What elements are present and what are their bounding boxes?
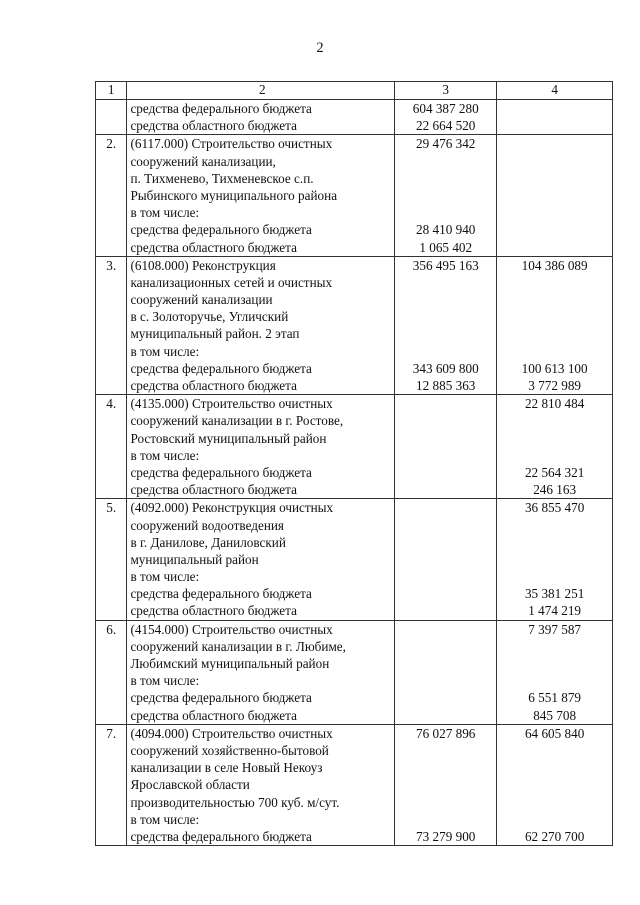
amount-value [395, 776, 496, 793]
amount-cell-col4 [497, 724, 613, 845]
row-number: 5. [106, 500, 117, 516]
description-line: в с. Золоторучье, Угличский [130, 309, 289, 325]
row-number: 4. [106, 396, 117, 412]
description-line: п. Тихменево, Тихменевское с.п. [130, 170, 314, 186]
amount-value [395, 412, 496, 429]
description-line: в том числе: [130, 569, 200, 585]
amount-value [395, 672, 496, 689]
amount-value [395, 621, 496, 638]
description-line: в том числе: [130, 673, 200, 689]
amount-value [497, 568, 612, 585]
description-cell [127, 620, 395, 724]
description-line: средства областного бюджета [130, 378, 297, 393]
amount-value: 28 410 940 [416, 222, 476, 238]
amount-value [395, 447, 496, 464]
amount-value [395, 551, 496, 568]
amount-value [395, 153, 496, 170]
description-line: сооружений канализации [130, 292, 273, 308]
amount-value [395, 534, 496, 551]
description-line: (6108.000) Реконструкция [130, 257, 276, 273]
table-row [96, 395, 613, 499]
amount-value [395, 291, 496, 308]
table-row [96, 256, 613, 395]
amount-value [497, 412, 612, 429]
amount-value [395, 343, 496, 360]
table-row [96, 135, 613, 256]
amount-value [497, 517, 612, 534]
amount-value [395, 742, 496, 759]
description-line: в г. Данилове, Даниловский [130, 534, 286, 550]
amount-value [395, 638, 496, 655]
table-row [96, 724, 613, 845]
amount-value: 7 397 587 [528, 621, 581, 637]
amount-value [497, 308, 612, 325]
description-line: (4135.000) Строительство очистных [130, 396, 333, 412]
row-number: 3. [106, 257, 117, 273]
description-line: сооружений канализации, [130, 153, 276, 169]
amount-value [395, 187, 496, 204]
amount-value: 36 855 470 [524, 500, 585, 516]
amount-value [497, 759, 612, 776]
amount-value [395, 204, 496, 221]
amount-value: 62 270 700 [524, 828, 585, 844]
amount-value [497, 274, 612, 291]
amount-value: 73 279 900 [416, 828, 476, 844]
amount-value [497, 204, 612, 221]
description-cell [127, 499, 395, 620]
row-number-cell [96, 724, 127, 845]
description-line: средства областного бюджета [130, 603, 297, 619]
description-cell [127, 724, 395, 845]
description-line: (4092.000) Реконструкция очистных [130, 500, 334, 516]
amount-value [395, 464, 496, 481]
description-line: средства федерального бюджета [130, 101, 312, 116]
description-line: Ростовский муниципальный район [130, 430, 327, 446]
amount-value: 604 387 280 [412, 101, 479, 116]
amount-cell-col3 [395, 135, 497, 256]
budget-table [95, 81, 613, 846]
amount-value [395, 689, 496, 706]
amount-value: 246 163 [533, 482, 577, 498]
amount-value [395, 794, 496, 811]
description-line: средства федерального бюджета [130, 464, 312, 480]
table-row [96, 620, 613, 724]
amount-value: 104 386 089 [521, 257, 588, 273]
header-cell-3: 3 [395, 82, 497, 100]
amount-cell-col3 [395, 100, 497, 135]
amount-cell-col4 [497, 256, 613, 395]
table-row [96, 499, 613, 620]
amount-value [395, 308, 496, 325]
description-cell [127, 395, 395, 499]
amount-value: 29 476 342 [416, 136, 476, 152]
amount-value [395, 430, 496, 447]
amount-value: 76 027 896 [416, 725, 476, 741]
description-line: средства областного бюджета [130, 239, 297, 255]
description-cell [127, 100, 395, 135]
amount-value: 22 564 321 [524, 464, 585, 480]
amount-value [395, 585, 496, 602]
description-line: Любимский муниципальный район [130, 656, 330, 671]
row-number-cell [96, 395, 127, 499]
description-line: сооружений хозяйственно-бытовой [130, 742, 329, 758]
amount-value [497, 551, 612, 568]
amount-value [497, 776, 612, 793]
description-line: (4154.000) Строительство очистных [130, 621, 333, 637]
amount-value: 1 474 219 [528, 603, 581, 619]
description-line: канализационных сетей и очистных [130, 274, 333, 290]
amount-cell-col4 [497, 135, 613, 256]
amount-value: 343 609 800 [412, 360, 479, 376]
row-number-cell [96, 135, 127, 256]
row-number: 2. [106, 136, 117, 152]
description-line: производительностью 700 куб. м/сут. [130, 794, 340, 810]
description-line: средства федерального бюджета [130, 690, 312, 706]
row-number: 6. [106, 621, 117, 637]
page-number: 2 [316, 40, 324, 56]
amount-value [395, 759, 496, 776]
description-line: Ярославской области [130, 777, 250, 793]
amount-value [497, 153, 612, 170]
table-body [96, 82, 613, 846]
row-number-cell [96, 499, 127, 620]
description-line: средства федерального бюджета [130, 586, 312, 602]
description-line: Рыбинского муниципального района [130, 187, 338, 203]
description-line: в том числе: [130, 811, 200, 827]
description-line: средства областного бюджета [130, 707, 297, 723]
description-line: муниципальный район. 2 этап [130, 326, 300, 342]
amount-value [497, 534, 612, 551]
description-line: муниципальный район [130, 551, 259, 567]
table-header-row [96, 82, 613, 100]
amount-value [497, 239, 612, 256]
amount-value [497, 221, 612, 238]
row-number [96, 100, 126, 117]
amount-value [497, 187, 612, 204]
amount-value [497, 430, 612, 447]
amount-value: 22 810 484 [524, 396, 585, 412]
row-number-cell [96, 256, 127, 395]
description-line: сооружений канализации в г. Любиме, [130, 638, 346, 654]
header-cell-4: 4 [497, 82, 613, 100]
amount-value [395, 568, 496, 585]
amount-value [497, 100, 612, 117]
description-line: в том числе: [130, 205, 200, 221]
description-line: сооружений канализации в г. Ростове, [130, 413, 344, 429]
amount-value [395, 499, 496, 516]
table-row [96, 100, 613, 135]
amount-value: 35 381 251 [524, 586, 585, 602]
amount-cell-col3 [395, 724, 497, 845]
amount-value [497, 742, 612, 759]
row-number: 7. [106, 725, 117, 741]
description-line: средства федерального бюджета [130, 222, 312, 238]
amount-value [395, 517, 496, 534]
amount-cell-col3 [395, 620, 497, 724]
amount-value [497, 447, 612, 464]
description-line: средства областного бюджета [130, 482, 297, 498]
description-line: в том числе: [130, 447, 200, 463]
amount-value: 3 772 989 [528, 378, 581, 393]
description-line: средства федерального бюджета [130, 360, 312, 376]
description-line: канализации в селе Новый Некоуз [130, 760, 323, 776]
description-line: в том числе: [130, 343, 200, 359]
amount-cell-col3 [395, 256, 497, 395]
amount-cell-col4 [497, 100, 613, 135]
amount-value [395, 481, 496, 498]
amount-cell-col4 [497, 395, 613, 499]
amount-cell-col3 [395, 395, 497, 499]
amount-value: 22 664 520 [416, 118, 476, 134]
description-line: сооружений водоотведения [130, 517, 285, 533]
description-line: (4094.000) Строительство очистных [130, 725, 333, 741]
amount-value [497, 117, 612, 134]
amount-value [395, 395, 496, 412]
description-cell [127, 256, 395, 395]
amount-value: 1 065 402 [419, 239, 473, 255]
amount-value: 356 495 163 [412, 257, 479, 273]
amount-value [395, 274, 496, 291]
header-cell-1: 1 [96, 82, 127, 100]
amount-value [497, 291, 612, 308]
amount-value: 100 613 100 [521, 360, 588, 376]
amount-value [497, 794, 612, 811]
amount-value [395, 655, 496, 672]
amount-value [395, 811, 496, 828]
row-number-cell [96, 100, 127, 135]
amount-cell-col3 [395, 499, 497, 620]
description-line: (6117.000) Строительство очистных [130, 136, 333, 152]
amount-value [497, 343, 612, 360]
amount-value: 845 708 [533, 707, 577, 723]
amount-value [497, 170, 612, 187]
description-line: средства федерального бюджета [130, 828, 312, 844]
amount-value [497, 135, 612, 152]
row-number-cell [96, 620, 127, 724]
amount-cell-col4 [497, 499, 613, 620]
amount-value [497, 811, 612, 828]
amount-value [395, 325, 496, 342]
amount-value [497, 655, 612, 672]
amount-value [395, 602, 496, 619]
amount-value: 12 885 363 [416, 378, 476, 393]
amount-value: 6 551 879 [528, 690, 581, 706]
amount-value [497, 672, 612, 689]
description-line: средства областного бюджета [130, 118, 297, 134]
amount-value [395, 707, 496, 724]
amount-cell-col4 [497, 620, 613, 724]
header-cell-2: 2 [127, 82, 395, 100]
amount-value: 64 605 840 [524, 725, 585, 741]
amount-value [395, 170, 496, 187]
amount-value [497, 325, 612, 342]
amount-value [497, 638, 612, 655]
description-cell [127, 135, 395, 256]
